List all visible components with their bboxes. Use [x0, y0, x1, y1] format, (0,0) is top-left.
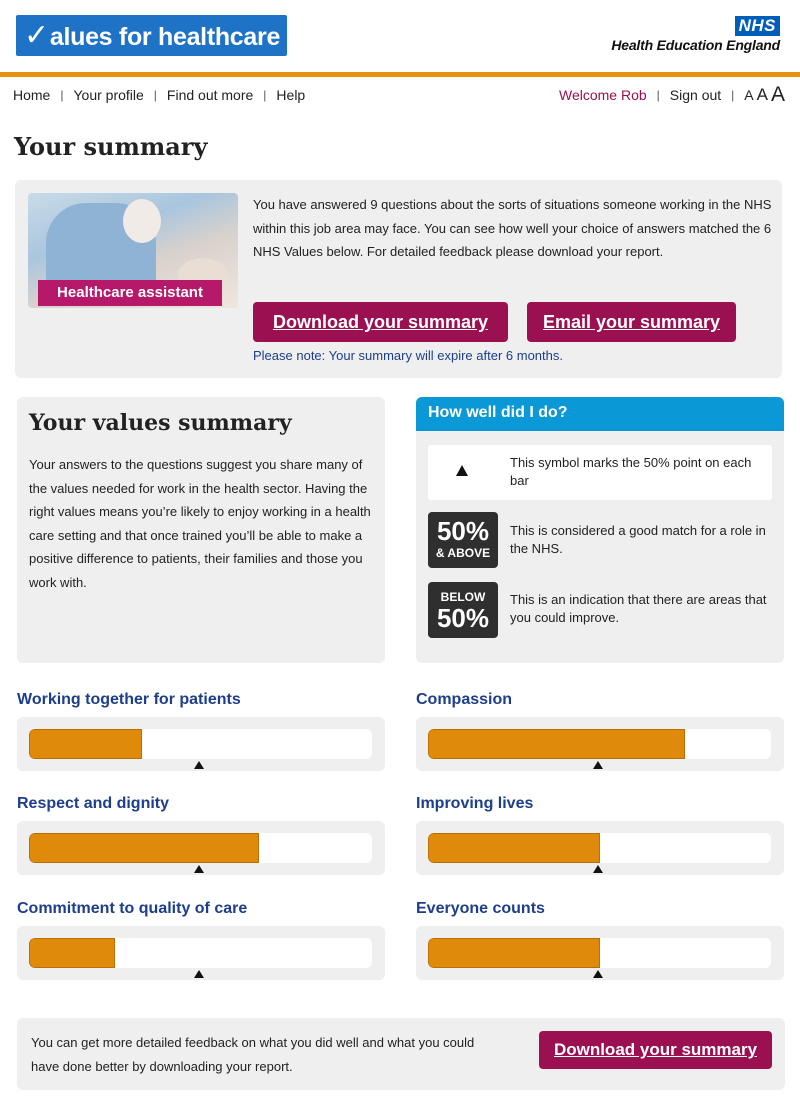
- bar-fill: [428, 938, 600, 968]
- value-title-everyone-counts: Everyone counts: [416, 900, 545, 917]
- nav-separator: |: [656, 88, 660, 102]
- font-size-medium[interactable]: A: [756, 85, 768, 104]
- values-summary-text: Your answers to the questions suggest you share many of the values needed for work in the health sector. Having the right values means you’re likely to enjoy working in a health care setting and that once trained you’ll be able to make a positive difference to patients, their families and those you work with.: [29, 457, 371, 590]
- sign-out-link[interactable]: Sign out: [669, 87, 722, 103]
- nav-help[interactable]: Help: [276, 87, 306, 103]
- how-well-title: How well did I do?: [416, 397, 784, 431]
- midpoint-marker-icon: [194, 970, 204, 978]
- value-title-commitment-quality: Commitment to quality of care: [17, 900, 248, 917]
- below-match-text: This is an indication that there are areas that you could improve.: [510, 592, 767, 625]
- good-match-badge: [428, 512, 498, 568]
- value-title-respect-dignity: Respect and dignity: [17, 795, 170, 812]
- download-summary-button[interactable]: Download your summary: [253, 302, 508, 342]
- nav-separator: |: [263, 88, 267, 102]
- nav-your-profile[interactable]: Your profile: [73, 87, 144, 103]
- below-badge-caption: BELOW: [440, 590, 486, 604]
- bar-fill: [29, 833, 259, 863]
- bar-track: [29, 938, 372, 968]
- job-role-label: Healthcare assistant: [38, 280, 222, 306]
- value-bar-working-together: [17, 717, 385, 771]
- page-title: Your summary: [14, 132, 208, 161]
- good-match-text: This is considered a good match for a role in the NHS.: [510, 523, 766, 556]
- midpoint-marker-icon: [593, 865, 603, 873]
- good-badge-caption: & ABOVE: [435, 546, 491, 560]
- below-badge-percent: 50%: [436, 603, 490, 633]
- bar-fill: [428, 729, 685, 759]
- bar-track: [29, 833, 372, 863]
- welcome-message: Welcome Rob: [559, 87, 647, 103]
- value-bar-improving-lives: [416, 821, 784, 875]
- email-summary-button[interactable]: Email your summary: [527, 302, 736, 342]
- midpoint-marker-icon: [194, 761, 204, 769]
- value-bar-compassion: [416, 717, 784, 771]
- tick-icon: ✓: [24, 19, 49, 52]
- main-nav: [0, 84, 800, 106]
- organisation-name: Health Education England: [611, 37, 780, 53]
- bar-fill: [29, 938, 115, 968]
- footer-text: You can get more detailed feedback on what you did well and what you could have done better by downloading your report.: [31, 1035, 475, 1074]
- value-bar-everyone-counts: [416, 926, 784, 980]
- good-badge-percent: 50%: [436, 516, 490, 546]
- midpoint-marker-icon: [593, 761, 603, 769]
- nhs-branding: [611, 16, 780, 53]
- bar-track: [428, 833, 771, 863]
- bar-fill: [29, 729, 142, 759]
- bar-track: [428, 938, 771, 968]
- nav-separator: |: [153, 88, 157, 102]
- value-title-compassion: Compassion: [416, 691, 513, 708]
- nav-separator: |: [60, 88, 64, 102]
- bar-track: [29, 729, 372, 759]
- nav-home[interactable]: Home: [13, 87, 51, 103]
- expiry-note: Please note: Your summary will expire after 6 months.: [253, 348, 563, 363]
- site-header: [0, 0, 800, 72]
- intro-text: You have answered 9 questions about the sorts of situations someone working in the NHS within this job area may face. You can see how well your choice of answers matched the 6 NHS Values below. For detailed feedback please download your report.: [253, 197, 772, 259]
- values-summary-title: Your values summary: [29, 410, 292, 436]
- logo-text: alues for healthcare: [49, 23, 281, 51]
- midpoint-marker-icon: [593, 970, 603, 978]
- midpoint-marker-icon: [194, 865, 204, 873]
- bar-track: [428, 729, 771, 759]
- footer-download-summary-button[interactable]: Download your summary: [539, 1031, 772, 1069]
- header-divider: [0, 72, 800, 77]
- value-title-working-together: Working together for patients: [17, 691, 241, 708]
- font-size-large[interactable]: A: [770, 83, 785, 106]
- nhs-logo: NHS: [735, 16, 780, 36]
- value-title-improving-lives: Improving lives: [416, 795, 534, 812]
- triangle-marker-icon: [456, 465, 468, 476]
- bar-fill: [428, 833, 600, 863]
- value-bar-respect-dignity: [17, 821, 385, 875]
- nav-find-out-more[interactable]: Find out more: [166, 87, 254, 103]
- nav-separator: |: [731, 88, 735, 102]
- below-match-badge: [428, 582, 498, 638]
- values-for-healthcare-logo[interactable]: [16, 15, 287, 56]
- font-size-small[interactable]: A: [744, 87, 754, 103]
- value-bar-commitment-quality: [17, 926, 385, 980]
- symbol-legend-text: This symbol marks the 50% point on each bar: [510, 455, 752, 488]
